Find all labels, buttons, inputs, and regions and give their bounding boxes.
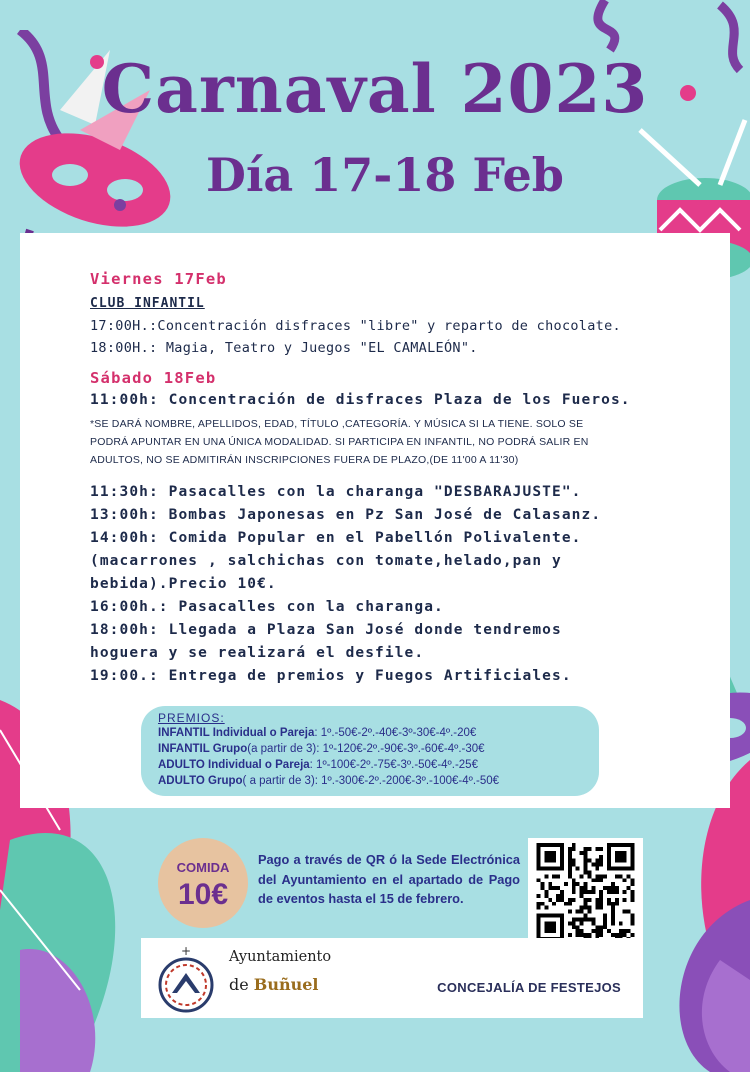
town-label: Buñuel <box>253 975 319 994</box>
registration-note: *SE DARÁ NOMBRE, APELLIDOS, EDAD, TÍTULO ,CATEGORÍA. Y MÚSICA SI LA TIENE. SOLO SE <box>90 418 584 430</box>
club-infantil-heading: CLUB INFANTIL <box>90 296 205 311</box>
town-shield-logo-icon <box>155 943 217 1015</box>
comida-label: COMIDA <box>176 860 230 875</box>
prize-category: ADULTO Grupo <box>158 775 243 787</box>
prize-category: INFANTIL Individual o Pareja <box>158 727 315 739</box>
prizes-heading: PREMIOS: <box>158 711 225 725</box>
comida-price-badge <box>158 838 248 928</box>
qr-code[interactable] <box>528 838 643 946</box>
payment-info: Pago a través de QR ó la Sede Electrónica del Ayuntamiento en el apartado de Pago de eventos hasta el 15 de febrero. <box>258 852 520 906</box>
prize-amounts: : 1º.-50€-2º.-40€-3º-30€-4º.-20€ <box>314 727 477 739</box>
poster-subtitle: Día 17-18 Feb <box>206 148 564 202</box>
schedule-item: 18:00H.: Magia, Teatro y Juegos "EL CAMALEÓN". <box>90 340 478 356</box>
day-heading-sabado: Sábado 18Feb <box>90 369 217 387</box>
prize-category: INFANTIL Grupo <box>158 743 248 755</box>
poster-title: Carnaval 2023 <box>101 50 649 128</box>
schedule-item: hoguera y se realizará el desfile. <box>90 645 425 661</box>
day-heading-viernes: Viernes 17Feb <box>90 270 227 288</box>
registration-note: PODRÁ APUNTAR EN UNA ÚNICA MODALIDAD. SI PARTICIPA EN INFANTIL, NO PODRÁ SALIR EN <box>90 436 589 448</box>
schedule-item: 18:00h: Llegada a Plaza San José donde tendremos <box>90 622 562 638</box>
schedule-item: 19:00.: Entrega de premios y Fuegos Artificiales. <box>90 668 572 684</box>
registration-note: ADULTOS, NO SE ADMITIRÁN INSCRIPCIONES FUERA DE PLAZO,(DE 11'00 A 11'30) <box>90 454 519 466</box>
prize-row <box>158 759 478 771</box>
prize-row <box>158 775 499 787</box>
schedule-item: (macarrones , salchichas con tomate,helado,pan y <box>90 553 562 569</box>
schedule-item: 11:30h: Pasacalles con la charanga "DESBARAJUSTE". <box>90 484 582 500</box>
town-prefix: de <box>229 975 254 994</box>
prize-amounts: (a partir de 3): 1º-120€-2º.-90€-3º.-60€-4º.-30€ <box>247 743 485 755</box>
schedule-item: 16:00h.: Pasacalles con la charanga. <box>90 599 444 615</box>
schedule-item: 11:00h: Concentración de disfraces Plaza de los Fueros. <box>90 392 631 408</box>
comida-price: 10€ <box>177 878 229 911</box>
schedule-item: bebida).Precio 10€. <box>90 576 277 592</box>
prize-category: ADULTO Individual o Pareja <box>158 759 310 771</box>
prizes-box <box>141 706 599 796</box>
concejalia-label: CONCEJALÍA DE FESTEJOS <box>437 980 621 995</box>
prize-row <box>158 727 476 739</box>
qr-code-icon <box>533 843 638 941</box>
footer-bar <box>141 938 643 1018</box>
prize-row <box>158 743 485 755</box>
town-name <box>229 975 318 994</box>
schedule-item: 14:00h: Comida Popular en el Pabellón Polivalente. <box>90 530 582 546</box>
svg-text:+: + <box>180 944 192 958</box>
schedule-item: 13:00h: Bombas Japonesas en Pz San José de Calasanz. <box>90 507 602 523</box>
ayuntamiento-label: Ayuntamiento <box>229 949 332 965</box>
prize-amounts: ( a partir de 3): 1º.-300€-2º.-200€-3º.-100€-4º.-50€ <box>242 775 500 787</box>
schedule-item: 17:00H.:Concentración disfraces "libre" y reparto de chocolate. <box>90 318 621 334</box>
prize-amounts: : 1º-100€-2º.-75€-3º.-50€-4º.-25€ <box>309 759 478 771</box>
